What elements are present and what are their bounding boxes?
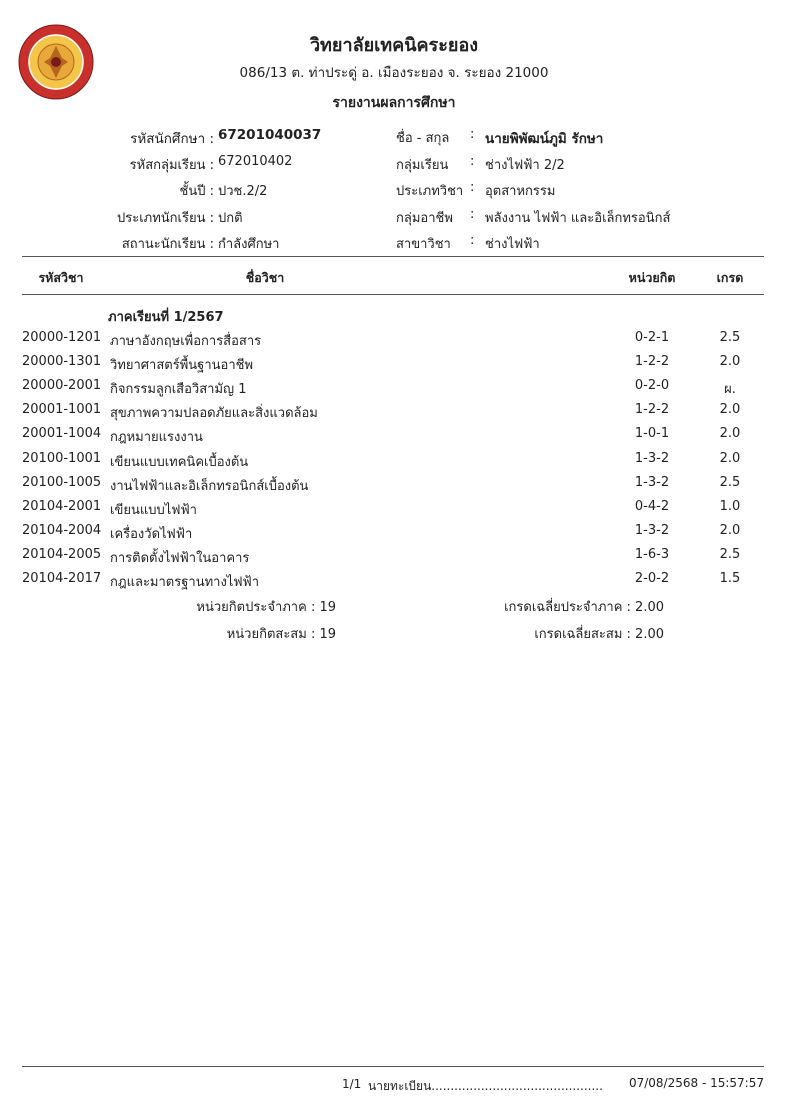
course-grade: 2.0 xyxy=(719,354,741,369)
table-header-rule xyxy=(22,294,764,295)
course-credits: 1-6-3 xyxy=(634,547,670,562)
table-row xyxy=(0,426,788,448)
course-code: 20001-1004 xyxy=(22,426,102,441)
course-name: งานไฟฟ้าและอิเล็กทรอนิกส์เบื้องต้น xyxy=(110,479,309,494)
header-credits: หน่วยกิต xyxy=(628,270,676,285)
print-timestamp: 07/08/2568 - 15:57:57 xyxy=(628,1076,764,1090)
occupation-value: พลังงาน ไฟฟ้า และอิเล็กทรอนิกส์ xyxy=(485,211,671,226)
course-name: กิจกรรมลูกเสือวิสามัญ 1 xyxy=(110,382,247,397)
table-row xyxy=(0,354,788,376)
semester-label: ภาคเรียนที่ 1/2567 xyxy=(108,310,224,325)
level-value: ปวช.2/2 xyxy=(218,184,268,199)
subject-type-label: ประเภทวิชา xyxy=(396,184,464,199)
table-top-rule xyxy=(22,256,764,257)
course-name: เขียนแบบเทคนิคเบื้องต้น xyxy=(110,455,249,470)
course-credits: 1-2-2 xyxy=(634,402,670,417)
course-name: วิทยาศาสตร์พื้นฐานอาชีพ xyxy=(110,358,254,373)
major-label: สาขาวิชา xyxy=(396,237,451,252)
level-label: ชั้นปี : xyxy=(179,184,214,199)
student-info xyxy=(0,126,788,256)
header-grade: เกรด xyxy=(716,270,744,285)
course-grade: 2.0 xyxy=(719,523,741,538)
course-grade: 1.0 xyxy=(719,499,741,514)
table-row xyxy=(0,523,788,545)
group-code-label: รหัสกลุ่มเรียน : xyxy=(129,158,214,173)
header-name: ชื่อวิชา xyxy=(245,270,285,285)
page-number: 1/1 xyxy=(342,1077,362,1091)
course-credits: 1-3-2 xyxy=(634,451,670,466)
semester-credits: หน่วยกิตประจำภาค : 19 xyxy=(196,600,336,615)
footer-rule xyxy=(22,1066,764,1067)
course-code: 20104-2017 xyxy=(22,571,102,586)
course-credits: 1-3-2 xyxy=(634,523,670,538)
table-row xyxy=(0,378,788,400)
course-credits: 2-0-2 xyxy=(634,571,670,586)
course-name: กฎและมาตรฐานทางไฟฟ้า xyxy=(110,575,260,590)
course-credits: 0-2-0 xyxy=(634,378,670,393)
course-code: 20000-2001 xyxy=(22,378,102,393)
course-grade: 2.5 xyxy=(719,330,741,345)
student-id-value: 67201040037 xyxy=(218,127,322,143)
group-colon: : xyxy=(470,154,475,169)
major-colon: : xyxy=(470,233,475,248)
course-name: เครื่องวัดไฟฟ้า xyxy=(110,527,193,542)
table-row xyxy=(0,330,788,352)
course-name: การติดตั้งไฟฟ้าในอาคาร xyxy=(110,551,250,566)
header-code: รหัสวิชา xyxy=(38,270,84,285)
course-code: 20104-2004 xyxy=(22,523,102,538)
course-code: 20000-1201 xyxy=(22,330,102,345)
student-status-label: สถานะนักเรียน : xyxy=(121,237,214,252)
group-label: กลุ่มเรียน xyxy=(396,158,449,173)
course-code: 20104-2005 xyxy=(22,547,102,562)
table-row xyxy=(0,571,788,593)
group-value: ช่างไฟฟ้า 2/2 xyxy=(485,158,565,173)
name-label: ชื่อ - สกุล xyxy=(396,131,450,146)
course-code: 20100-1001 xyxy=(22,451,102,466)
course-code: 20100-1005 xyxy=(22,475,102,490)
semester-gpa: เกรดเฉลี่ยประจำภาค : 2.00 xyxy=(504,600,664,615)
college-name: วิทยาลัยเทคนิคระยอง xyxy=(309,35,479,56)
registrar-signature-line: นายทะเบียน............................................. xyxy=(368,1079,603,1093)
course-grade: 1.5 xyxy=(719,571,741,586)
student-status-value: กำลังศึกษา xyxy=(218,237,280,252)
table-row xyxy=(0,475,788,497)
student-type-value: ปกติ xyxy=(218,211,243,226)
college-address: 086/13 ต. ท่าประดู่ อ. เมืองระยอง จ. ระยอง 21000 xyxy=(239,65,549,81)
course-name: เขียนแบบไฟฟ้า xyxy=(110,503,197,518)
group-code-value: 672010402 xyxy=(218,154,293,169)
course-credits: 0-4-2 xyxy=(634,499,670,514)
course-grade: 2.0 xyxy=(719,426,741,441)
table-row xyxy=(0,451,788,473)
subject-type-value: อุตสาหกรรม xyxy=(485,184,556,199)
course-code: 20000-1301 xyxy=(22,354,102,369)
report-title: รายงานผลการศึกษา xyxy=(332,95,456,111)
subject-type-colon: : xyxy=(470,180,475,195)
cumulative-credits: หน่วยกิตสะสม : 19 xyxy=(226,627,336,642)
occupation-label: กลุ่มอาชีพ xyxy=(396,211,453,226)
course-grade: 2.5 xyxy=(719,547,741,562)
name-value: นายพิพัฒน์ภูมิ รักษา xyxy=(485,131,604,147)
table-row xyxy=(0,499,788,521)
course-name: ภาษาอังกฤษเพื่อการสื่อสาร xyxy=(110,334,262,349)
cumulative-gpa: เกรดเฉลี่ยสะสม : 2.00 xyxy=(534,627,664,642)
table-row xyxy=(0,402,788,424)
course-name: สุขภาพความปลอดภัยและสิ่งแวดล้อม xyxy=(110,406,318,421)
course-grade: 2.0 xyxy=(719,451,741,466)
course-credits: 1-0-1 xyxy=(634,426,670,441)
course-code: 20001-1001 xyxy=(22,402,102,417)
course-code: 20104-2001 xyxy=(22,499,102,514)
course-credits: 0-2-1 xyxy=(634,330,670,345)
course-grade: 2.0 xyxy=(719,402,741,417)
student-id-label: รหัสนักศึกษา : xyxy=(130,131,214,147)
table-row xyxy=(0,547,788,569)
student-type-label: ประเภทนักเรียน : xyxy=(117,211,214,226)
course-credits: 1-2-2 xyxy=(634,354,670,369)
course-grade: ผ. xyxy=(724,382,736,397)
course-grade: 2.5 xyxy=(719,475,741,490)
occupation-colon: : xyxy=(470,207,475,222)
name-colon: : xyxy=(470,127,475,142)
course-credits: 1-3-2 xyxy=(634,475,670,490)
major-value: ช่างไฟฟ้า xyxy=(485,237,540,252)
course-name: กฎหมายแรงงาน xyxy=(110,430,203,445)
